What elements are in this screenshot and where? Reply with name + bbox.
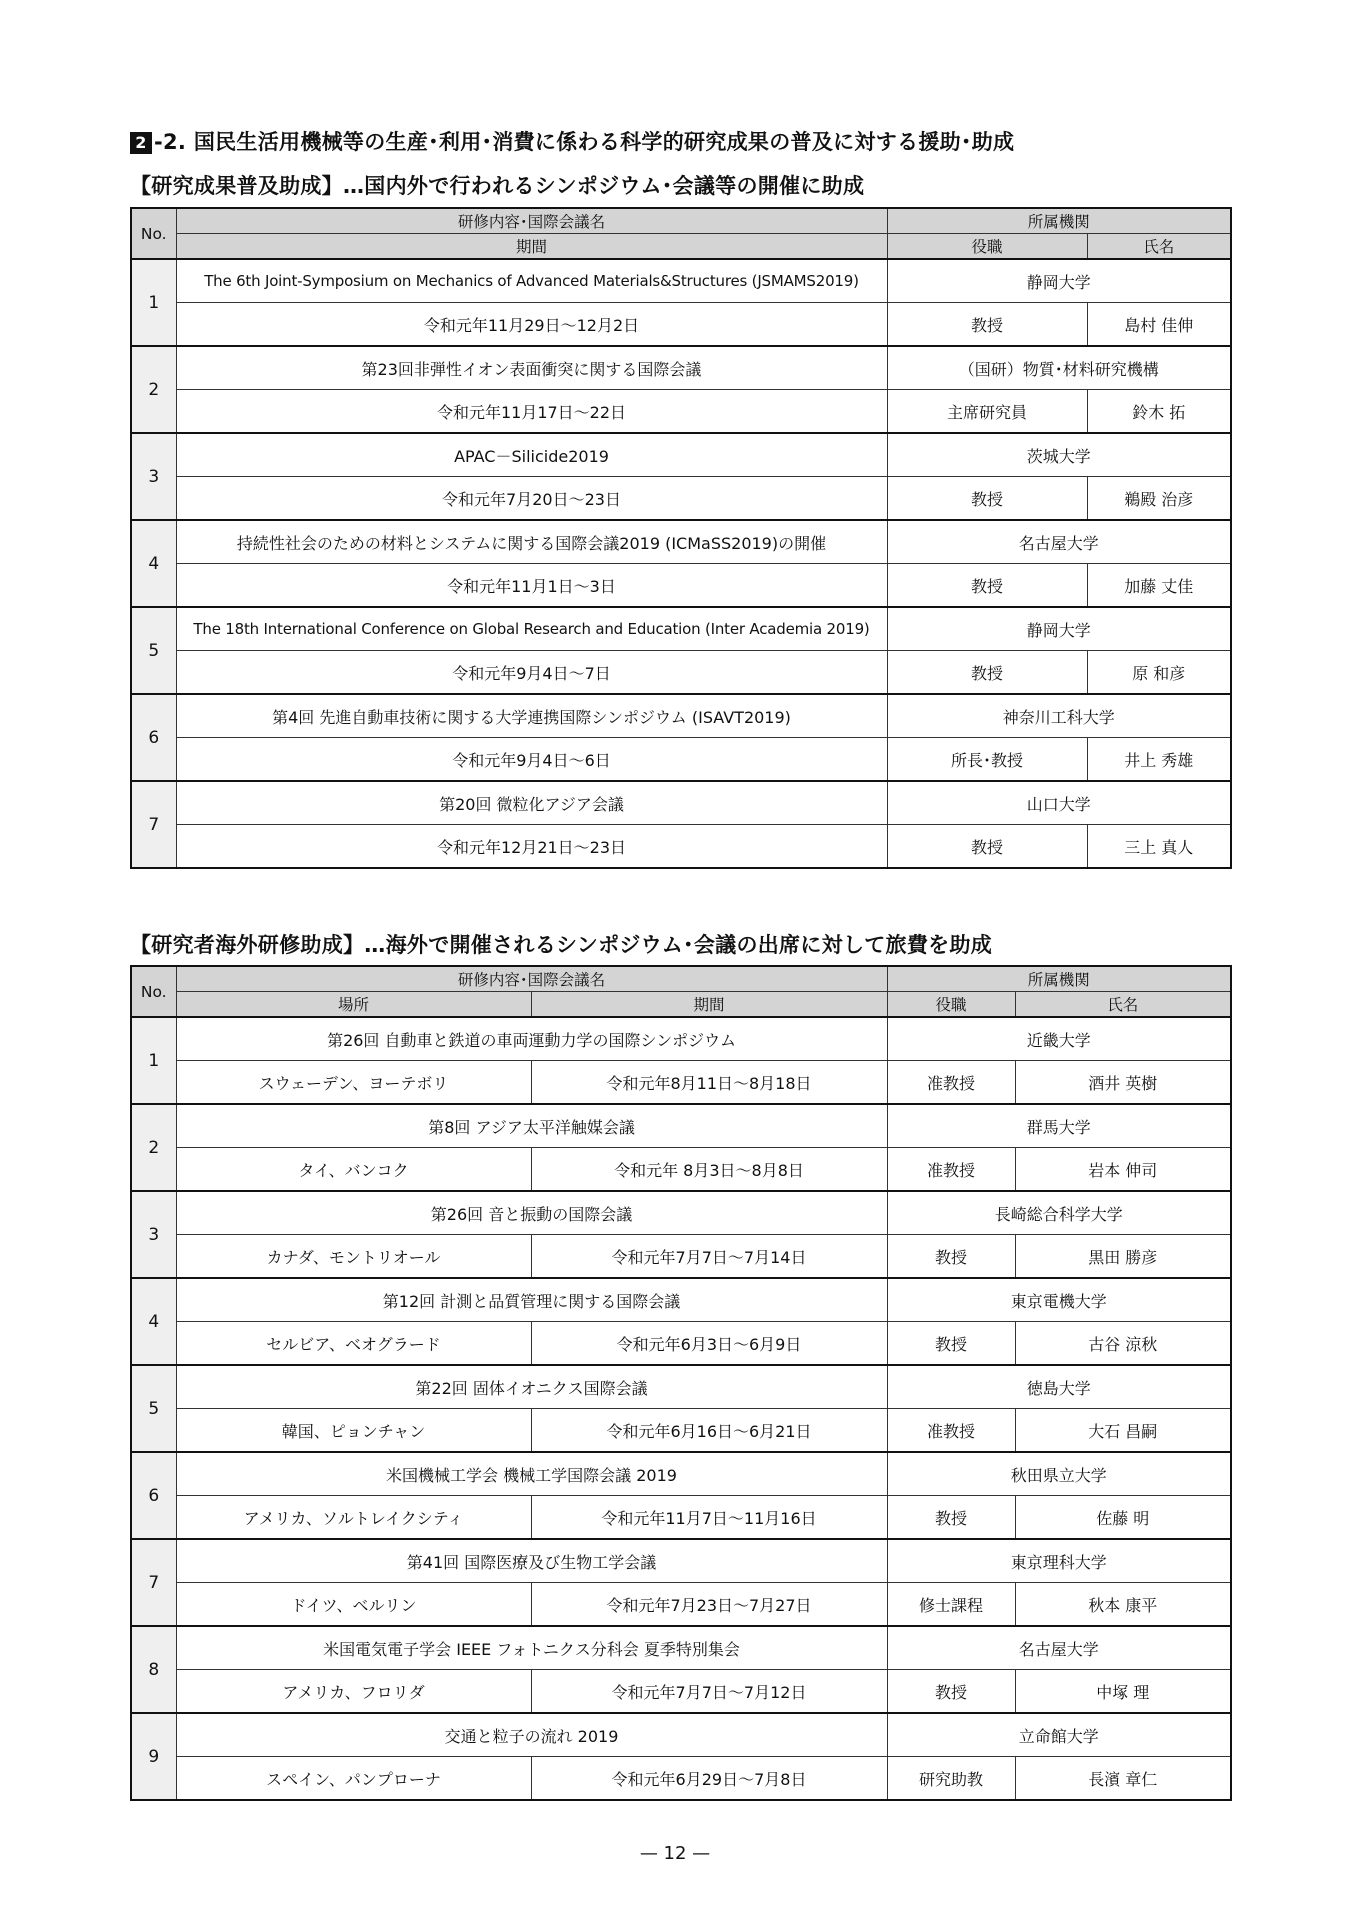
- row-number: 5: [131, 1365, 176, 1452]
- organization: 東京理科大学: [887, 1539, 1231, 1583]
- overseas-training-table: [130, 965, 1232, 1801]
- period: 令和元年11月7日～11月16日: [531, 1496, 887, 1540]
- row-number: 6: [131, 1452, 176, 1539]
- person-name: 三上 真人: [1087, 825, 1231, 869]
- table-row: [131, 1539, 1231, 1583]
- person-name: 岩本 伸司: [1015, 1148, 1231, 1192]
- position: 准教授: [887, 1061, 1015, 1105]
- header-content: 研修内容･国際会議名: [176, 208, 887, 234]
- position: 教授: [887, 651, 1087, 695]
- section-number-badge: 2: [130, 132, 152, 154]
- period: 令和元年11月1日～3日: [176, 564, 887, 608]
- table-row: [131, 1148, 1231, 1192]
- row-number: 7: [131, 781, 176, 868]
- row-number: 3: [131, 1191, 176, 1278]
- header-name: 氏名: [1015, 992, 1231, 1018]
- section1-subtitle: 【研究成果普及助成】…国内外で行われるシンポジウム･会議等の開催に助成: [130, 174, 865, 198]
- conference-title: 持続性社会のための材料とシステムに関する国際会議2019 (ICMaSS2019)の開催: [176, 520, 887, 564]
- table-row: [131, 1017, 1231, 1061]
- table-row: [131, 564, 1231, 608]
- person-name: 秋本 康平: [1015, 1583, 1231, 1627]
- table-row: [131, 1496, 1231, 1540]
- section-title-text: -2. 国民生活用機械等の生産･利用･消費に係わる科学的研究成果の普及に対する援助･助成: [154, 130, 1015, 154]
- organization: 群馬大学: [887, 1104, 1231, 1148]
- table-row: [131, 520, 1231, 564]
- period: 令和元年6月29日～7月8日: [531, 1757, 887, 1801]
- research-dissemination-table: [130, 207, 1232, 869]
- table-row: [131, 1713, 1231, 1757]
- table-row: [131, 1626, 1231, 1670]
- table-row: [131, 694, 1231, 738]
- table-row: [131, 1409, 1231, 1453]
- table-row: [131, 738, 1231, 782]
- position: 教授: [887, 303, 1087, 347]
- row-number: 3: [131, 433, 176, 520]
- row-number: 1: [131, 1017, 176, 1104]
- position: 教授: [887, 1235, 1015, 1279]
- conference-title: 第26回 音と振動の国際会議: [176, 1191, 887, 1235]
- period: 令和元年7月7日～7月14日: [531, 1235, 887, 1279]
- row-number: 2: [131, 1104, 176, 1191]
- person-name: 鵜殿 治彦: [1087, 477, 1231, 521]
- organization: （国研）物質･材料研究機構: [887, 346, 1231, 390]
- row-number: 4: [131, 520, 176, 607]
- row-number: 4: [131, 1278, 176, 1365]
- organization: 静岡大学: [887, 259, 1231, 303]
- position: 准教授: [887, 1409, 1015, 1453]
- header-position: 役職: [887, 992, 1015, 1018]
- organization: 近畿大学: [887, 1017, 1231, 1061]
- table-row: [131, 1583, 1231, 1627]
- period: 令和元年11月29日～12月2日: [176, 303, 887, 347]
- row-number: 5: [131, 607, 176, 694]
- table-row: [131, 1757, 1231, 1801]
- person-name: 酒井 英樹: [1015, 1061, 1231, 1105]
- period: 令和元年9月4日～7日: [176, 651, 887, 695]
- organization: 立命館大学: [887, 1713, 1231, 1757]
- table-row: [131, 1191, 1231, 1235]
- position: 教授: [887, 1496, 1015, 1540]
- place: 韓国、ピョンチャン: [176, 1409, 531, 1453]
- period: 令和元年11月17日～22日: [176, 390, 887, 434]
- conference-title: 米国電気電子学会 IEEE フォトニクス分科会 夏季特別集会: [176, 1626, 887, 1670]
- header-place: 場所: [176, 992, 531, 1018]
- table-row: [131, 825, 1231, 869]
- row-number: 2: [131, 346, 176, 433]
- position: 教授: [887, 825, 1087, 869]
- period: 令和元年9月4日～6日: [176, 738, 887, 782]
- position: 教授: [887, 1670, 1015, 1714]
- conference-title: 第41回 国際医療及び生物工学会議: [176, 1539, 887, 1583]
- table-row: [131, 1278, 1231, 1322]
- table-row: [131, 1452, 1231, 1496]
- table-row: [131, 781, 1231, 825]
- header-no: No.: [131, 966, 176, 1017]
- person-name: 鈴木 拓: [1087, 390, 1231, 434]
- row-number: 1: [131, 259, 176, 346]
- place: ドイツ、ベルリン: [176, 1583, 531, 1627]
- table-row: [131, 477, 1231, 521]
- organization: 茨城大学: [887, 433, 1231, 477]
- table-row: [131, 259, 1231, 303]
- place: スペイン、パンプローナ: [176, 1757, 531, 1801]
- table-row: [131, 1104, 1231, 1148]
- table-row: [131, 1322, 1231, 1366]
- conference-title: 第26回 自動車と鉄道の車両運動力学の国際シンポジウム: [176, 1017, 887, 1061]
- organization: 静岡大学: [887, 607, 1231, 651]
- person-name: 黒田 勝彦: [1015, 1235, 1231, 1279]
- conference-title: The 6th Joint-Symposium on Mechanics of Advanced Materials&Structures (JSMAMS2019): [176, 259, 887, 303]
- period: 令和元年12月21日～23日: [176, 825, 887, 869]
- section2-subtitle: 【研究者海外研修助成】…海外で開催されるシンポジウム･会議の出席に対して旅費を助成: [130, 933, 993, 957]
- table-row: [131, 390, 1231, 434]
- position: 修士課程: [887, 1583, 1015, 1627]
- organization: 名古屋大学: [887, 1626, 1231, 1670]
- section-title: [130, 126, 1014, 156]
- conference-title: 第8回 アジア太平洋触媒会議: [176, 1104, 887, 1148]
- table-row: [131, 651, 1231, 695]
- conference-title: 交通と粒子の流れ 2019: [176, 1713, 887, 1757]
- conference-title: APAC－Silicide2019: [176, 433, 887, 477]
- header-content: 研修内容･国際会議名: [176, 966, 887, 992]
- table-row: [131, 607, 1231, 651]
- place: タイ、バンコク: [176, 1148, 531, 1192]
- place: カナダ、モントリオール: [176, 1235, 531, 1279]
- period: 令和元年8月11日～8月18日: [531, 1061, 887, 1105]
- period: 令和元年7月23日～7月27日: [531, 1583, 887, 1627]
- period: 令和元年7月7日～7月12日: [531, 1670, 887, 1714]
- position: 教授: [887, 477, 1087, 521]
- position: 教授: [887, 564, 1087, 608]
- page-number: — 12 —: [639, 1843, 711, 1864]
- person-name: 古谷 涼秋: [1015, 1322, 1231, 1366]
- person-name: 井上 秀雄: [1087, 738, 1231, 782]
- place: スウェーデン、ヨーテボリ: [176, 1061, 531, 1105]
- period: 令和元年6月3日～6月9日: [531, 1322, 887, 1366]
- person-name: 長濱 章仁: [1015, 1757, 1231, 1801]
- row-number: 9: [131, 1713, 176, 1800]
- period: 令和元年 8月3日～8月8日: [531, 1148, 887, 1192]
- place: アメリカ、フロリダ: [176, 1670, 531, 1714]
- table-row: [131, 1365, 1231, 1409]
- person-name: 佐藤 明: [1015, 1496, 1231, 1540]
- conference-title: 第23回非弾性イオン表面衝突に関する国際会議: [176, 346, 887, 390]
- conference-title: 米国機械工学会 機械工学国際会議 2019: [176, 1452, 887, 1496]
- organization: 名古屋大学: [887, 520, 1231, 564]
- header-period: 期間: [176, 234, 887, 260]
- row-number: 7: [131, 1539, 176, 1626]
- position: 准教授: [887, 1148, 1015, 1192]
- place: セルビア、ベオグラード: [176, 1322, 531, 1366]
- header-no: No.: [131, 208, 176, 259]
- position: 所長･教授: [887, 738, 1087, 782]
- table-row: [131, 1061, 1231, 1105]
- organization: 徳島大学: [887, 1365, 1231, 1409]
- header-name: 氏名: [1087, 234, 1231, 260]
- table-row: [131, 433, 1231, 477]
- organization: 東京電機大学: [887, 1278, 1231, 1322]
- header-period: 期間: [531, 992, 887, 1018]
- position: 主席研究員: [887, 390, 1087, 434]
- conference-title: 第20回 微粒化アジア会議: [176, 781, 887, 825]
- position: 教授: [887, 1322, 1015, 1366]
- person-name: 原 和彦: [1087, 651, 1231, 695]
- period: 令和元年7月20日～23日: [176, 477, 887, 521]
- conference-title: The 18th International Conference on Global Research and Education (Inter Academia 2019): [176, 607, 887, 651]
- table-row: [131, 346, 1231, 390]
- row-number: 8: [131, 1626, 176, 1713]
- person-name: 大石 昌嗣: [1015, 1409, 1231, 1453]
- row-number: 6: [131, 694, 176, 781]
- person-name: 島村 佳伸: [1087, 303, 1231, 347]
- organization: 長崎総合科学大学: [887, 1191, 1231, 1235]
- organization: 秋田県立大学: [887, 1452, 1231, 1496]
- conference-title: 第12回 計測と品質管理に関する国際会議: [176, 1278, 887, 1322]
- period: 令和元年6月16日～6月21日: [531, 1409, 887, 1453]
- person-name: 中塚 理: [1015, 1670, 1231, 1714]
- position: 研究助教: [887, 1757, 1015, 1801]
- organization: 神奈川工科大学: [887, 694, 1231, 738]
- conference-title: 第4回 先進自動車技術に関する大学連携国際シンポジウム (ISAVT2019): [176, 694, 887, 738]
- conference-title: 第22回 固体イオニクス国際会議: [176, 1365, 887, 1409]
- organization: 山口大学: [887, 781, 1231, 825]
- table-row: [131, 303, 1231, 347]
- header-org: 所属機関: [887, 208, 1231, 234]
- table-row: [131, 1235, 1231, 1279]
- person-name: 加藤 丈佳: [1087, 564, 1231, 608]
- header-position: 役職: [887, 234, 1087, 260]
- place: アメリカ、ソルトレイクシティ: [176, 1496, 531, 1540]
- header-org: 所属機関: [887, 966, 1231, 992]
- table-row: [131, 1670, 1231, 1714]
